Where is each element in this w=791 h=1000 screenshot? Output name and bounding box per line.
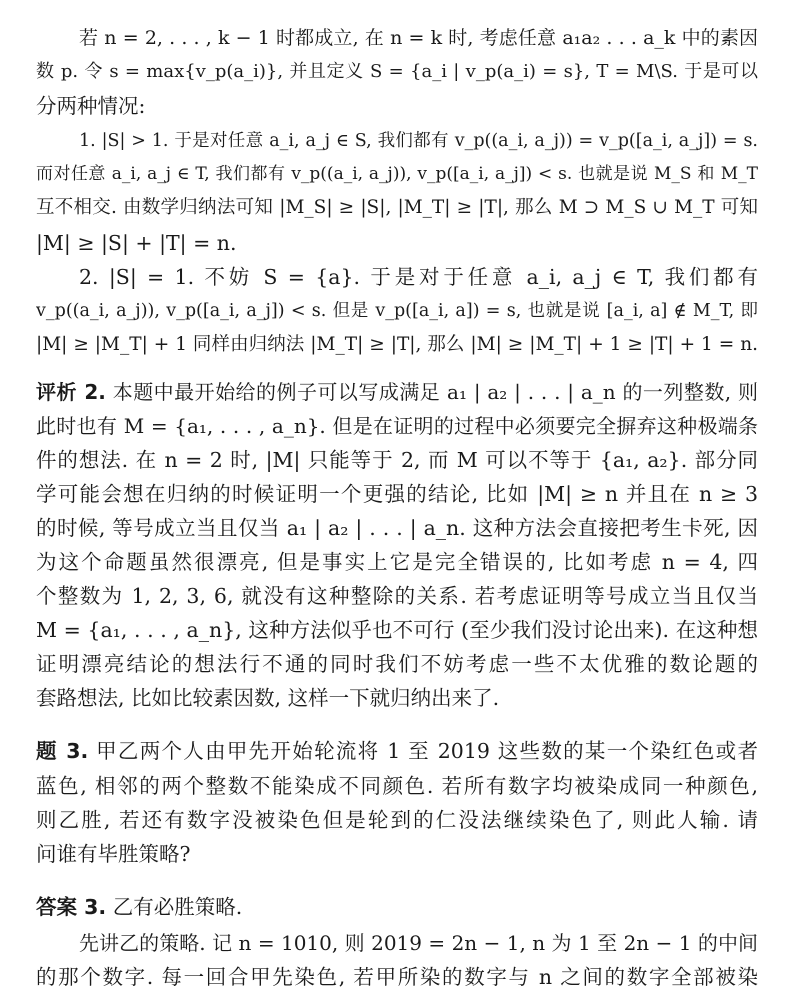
intro-line-3: 分两种情况: <box>36 94 146 118</box>
case1-line-2: 而对任意 a_i, a_j ∈ T, 我们都有 v_p((a_i, a_j)), v_p([a_i, a_j]) < s. 也就是说 M_S 和 M_T <box>36 164 758 184</box>
answer3-body-line-2: 的那个数字. 每一回合甲先染色, 若甲所染的数字与 n 之间的数字全部被染 <box>36 965 758 989</box>
answer3-line-1: 答案 3. 乙有必胜策略. <box>36 895 243 919</box>
remark2-line-7: 个整数为 1, 2, 3, 6, 就没有这种整除的关系. 若考虑证明等号成立当且仅当 <box>36 584 758 608</box>
case2-line-3: |M| ≥ |M_T| + 1 同样由归纳法 |M_T| ≥ |T|, 那么 |M| ≥ |M_T| + 1 ≥ |T| + 1 = n. <box>36 334 758 355</box>
remark2-line-8: M = {a₁, . . . , a_n}, 这种方法似乎也不可行 (至少我们没讨论出来). 在这种想 <box>36 618 758 642</box>
problem-label: 题 3. <box>36 739 89 763</box>
remark2-line-3: 件的想法. 在 n = 2 时, |M| 只能等于 2, 而 M 可以不等于 {a₁, a₂}. 部分同 <box>36 448 758 472</box>
remark2-line-2: 此时也有 M = {a₁, . . . , a_n}. 但是在证明的过程中必须要完全摒弃这种极端条 <box>36 414 758 438</box>
case2-line-1: 2. |S| = 1. 不妨 S = {a}. 于是对于任意 a_i, a_j ∈ T, 我们都有 <box>79 265 758 289</box>
problem3-line-3: 则乙胜, 若还有数字没被染色但是轮到的仁没法继续染色了, 则此人输. 请 <box>36 808 758 832</box>
problem3-line-4: 问谁有毕胜策略? <box>36 842 191 866</box>
answer3-body-line-1: 先讲乙的策略. 记 n = 1010, 则 2019 = 2n − 1, n 为 1 至 2n − 1 的中间 <box>79 931 758 955</box>
intro-line-1: 若 n = 2, . . . , k − 1 时都成立, 在 n = k 时, 考虑任意 a₁a₂ . . . a_k 中的素因 <box>79 27 758 49</box>
case1-line-1: 1. |S| > 1. 于是对任意 a_i, a_j ∈ S, 我们都有 v_p((a_i, a_j)) = v_p([a_i, a_j]) = s. <box>79 131 758 151</box>
remark2-line-10: 套路想法, 比如比较素因数, 这样一下就归纳出来了. <box>36 686 500 710</box>
case1-line-4: |M| ≥ |S| + |T| = n. <box>36 231 237 255</box>
case2-line-2: v_p((a_i, a_j)), v_p([a_i, a_j]) < s. 但是 v_p([a_i, a]) = s, 也就是说 [a_i, a] ∉ M_T, 即 <box>36 301 758 321</box>
remark2-line-5: 的时候, 等号成立当且仅当 a₁ | a₂ | . . . | a_n. 这种方法会直接把考生卡死, 因 <box>36 516 758 540</box>
intro-line-2: 数 p. 令 s = max{v_p(a_i)}, 并且定义 S = {a_i | v_p(a_i) = s}, T = M\S. 于是可以 <box>36 61 758 82</box>
problem3-line-2: 蓝色, 相邻的两个整数不能染成不同颜色. 若所有数字均被染成同一种颜色, <box>36 774 758 798</box>
answer-label: 答案 3. <box>36 895 107 919</box>
remark2-line-4: 学可能会想在归纳的时候证明一个更强的结论, 比如 |M| ≥ n 并且在 n ≥ 3 <box>36 482 758 506</box>
problem3-line-1: 题 3. 甲乙两个人由甲先开始轮流将 1 至 2019 这些数的某一个染红色或者 <box>36 739 758 763</box>
case1-line-3: 互不相交. 由数学归纳法可知 |M_S| ≥ |S|, |M_T| ≥ |T|, 那么 M ⊃ M_S ∪ M_T 可知 <box>36 197 758 218</box>
remark2-line-9: 证明漂亮结论的想法行不通的同时我们不妨考虑一些不太优雅的数论题的 <box>36 652 758 676</box>
remark-label: 评析 2. <box>36 380 106 404</box>
remark2-line-6: 为这个命题虽然很漂亮, 但是事实上它是完全错误的, 比如考虑 n = 4, 四 <box>36 550 758 574</box>
remark2-line-1: 评析 2. 本题中最开始给的例子可以写成满足 a₁ | a₂ | . . . | a_n 的一列整数, 则 <box>36 380 758 404</box>
